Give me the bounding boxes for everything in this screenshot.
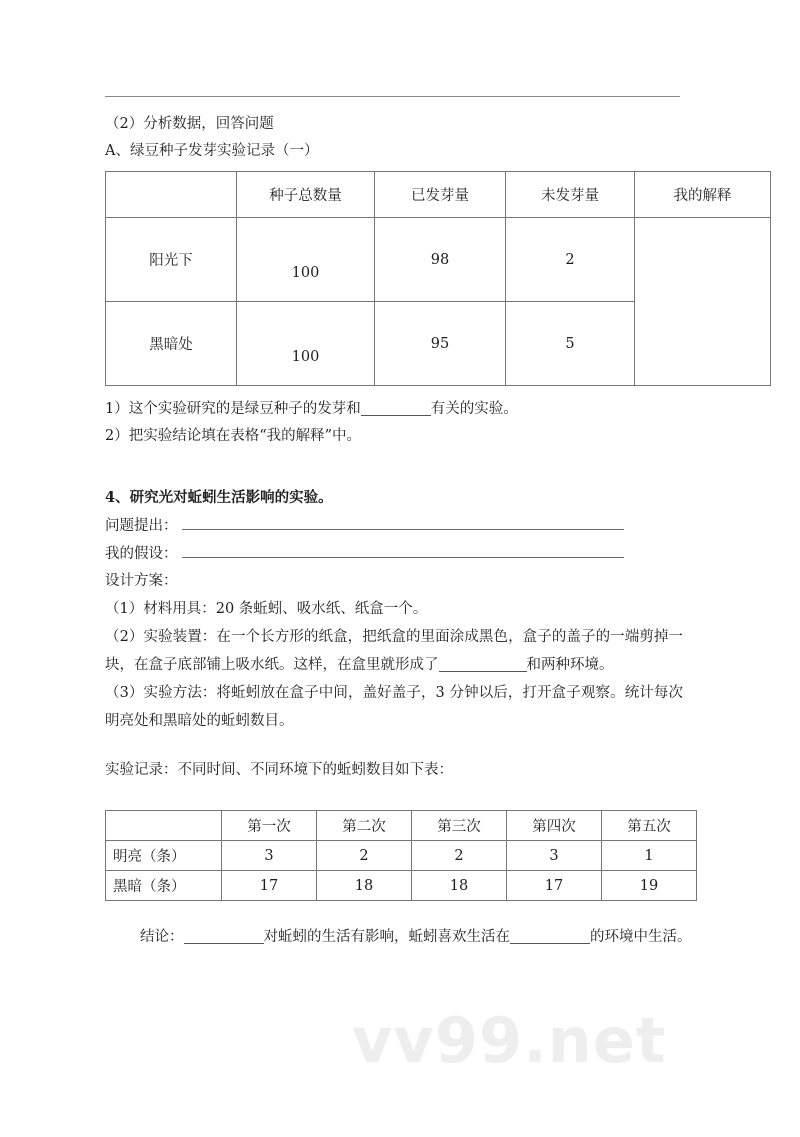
header-explanation: 我的解释 <box>635 172 771 218</box>
fill-blank-hypothesis[interactable] <box>182 543 624 558</box>
earthworm-count-table <box>105 810 697 901</box>
watermark: vv99.net <box>352 1004 667 1077</box>
plan-item-setup-suffix: 和两种环境。 <box>526 657 614 673</box>
cell-bright-5: 1 <box>602 841 697 871</box>
cell-bright-3: 2 <box>412 841 507 871</box>
header-ungerminated: 未发芽量 <box>506 172 635 218</box>
header-trial-1: 第一次 <box>222 811 317 841</box>
plan-label: 设计方案： <box>105 573 178 589</box>
answer-blank[interactable] <box>184 943 264 944</box>
cell-explanation-merged[interactable] <box>635 218 771 386</box>
table-header-row <box>106 172 771 218</box>
cell-dark-4: 17 <box>507 871 602 901</box>
cell-bright-2: 2 <box>317 841 412 871</box>
cell-ungerminated-sunlight <box>506 218 635 302</box>
plan-item-setup-prefix: （2）实验装置：在一个长方形的纸盒，把纸盒的里面涂成黑色，盒子的盖子的一端剪掉一块，在盒子底部铺上吸水纸。这样，在盒里就形成了 <box>105 629 683 673</box>
conclusion-mid: 对蚯蚓的生活有影响，蚯蚓喜欢生活在 <box>263 929 510 945</box>
bean-germination-table <box>105 171 771 386</box>
cell-ungerminated-dark <box>506 302 635 386</box>
fill-row-hypothesis <box>105 540 765 568</box>
top-divider <box>105 96 680 97</box>
table-row <box>106 871 697 901</box>
cell-total-sunlight <box>237 218 375 302</box>
cell-germinated-dark <box>375 302 506 386</box>
fill-label-question: 问题提出： <box>105 518 178 534</box>
cell-dark-5: 19 <box>602 871 697 901</box>
plan-item-materials: （1）材料用具：20 条蚯蚓、吸水纸、纸盒一个。 <box>105 601 428 617</box>
answer-blank[interactable] <box>510 943 590 944</box>
plan-item-method: （3）实验方法：将蚯蚓放在盒子中间，盖好盖子，3 分钟以后，打开盒子观察。统计每次明亮处和黑暗处的蚯蚓数目。 <box>105 685 683 729</box>
header-total: 种子总数量 <box>237 172 375 218</box>
row-label-text: 阳光下 <box>149 253 193 269</box>
row-label-bright: 明亮（条） <box>106 841 222 871</box>
cell-dark-3: 18 <box>412 871 507 901</box>
value-germinated: 98 <box>430 251 450 268</box>
section-4-title: 研究光对蚯蚓生活影响的实验。 <box>129 489 333 506</box>
cell-bright-1: 3 <box>222 841 317 871</box>
header-trial-5: 第五次 <box>602 811 697 841</box>
value-germinated: 95 <box>430 335 450 352</box>
cell-condition-sunlight <box>106 218 237 302</box>
fill-row-question <box>105 512 765 540</box>
cell-total-dark <box>237 302 375 386</box>
conclusion-line <box>140 923 765 951</box>
cell-dark-2: 18 <box>317 871 412 901</box>
table-title-a: A、绿豆种子发芽实验记录（一） <box>105 143 319 159</box>
cell-dark-1: 17 <box>222 871 317 901</box>
header-blank <box>106 172 237 218</box>
question-1-suffix: 有关的实验。 <box>430 401 518 417</box>
header-trial-3: 第三次 <box>412 811 507 841</box>
document-content <box>105 96 765 951</box>
cell-bright-4: 3 <box>507 841 602 871</box>
table-header-row <box>106 811 697 841</box>
value-ungerminated: 5 <box>565 335 575 352</box>
question-2: 2）把实验结论填在表格“我的解释”中。 <box>105 428 362 444</box>
table-row <box>106 841 697 871</box>
header-trial-4: 第四次 <box>507 811 602 841</box>
row-label-dark: 黑暗（条） <box>106 871 222 901</box>
section-4-heading <box>105 484 765 512</box>
fill-blank-question[interactable] <box>182 515 624 530</box>
value-ungerminated: 2 <box>565 251 575 268</box>
header-blank <box>106 811 222 841</box>
cell-germinated-sunlight <box>375 218 506 302</box>
question-1-prefix: 1）这个实验研究的是绿豆种子的发芽和 <box>105 401 361 417</box>
part-label: （2）分析数据，回答问题 <box>105 116 274 132</box>
plan-item-setup <box>105 623 683 679</box>
value-total: 100 <box>291 348 320 365</box>
conclusion-lead: 结论： <box>140 929 184 945</box>
record-label: 实验记录：不同时间、不同环境下的蚯蚓数目如下表： <box>105 762 453 778</box>
header-trial-2: 第二次 <box>317 811 412 841</box>
table-row <box>106 218 771 302</box>
section-4-number: 4、 <box>105 489 130 506</box>
question-1 <box>105 396 765 423</box>
fill-label-hypothesis: 我的假设： <box>105 546 178 562</box>
row-label-text: 黑暗处 <box>149 337 193 353</box>
answer-blank[interactable] <box>439 671 527 672</box>
header-germinated: 已发芽量 <box>375 172 506 218</box>
conclusion-tail: 的环境中生活。 <box>590 929 692 945</box>
answer-blank[interactable] <box>361 415 431 416</box>
cell-condition-dark <box>106 302 237 386</box>
value-total: 100 <box>291 264 320 281</box>
